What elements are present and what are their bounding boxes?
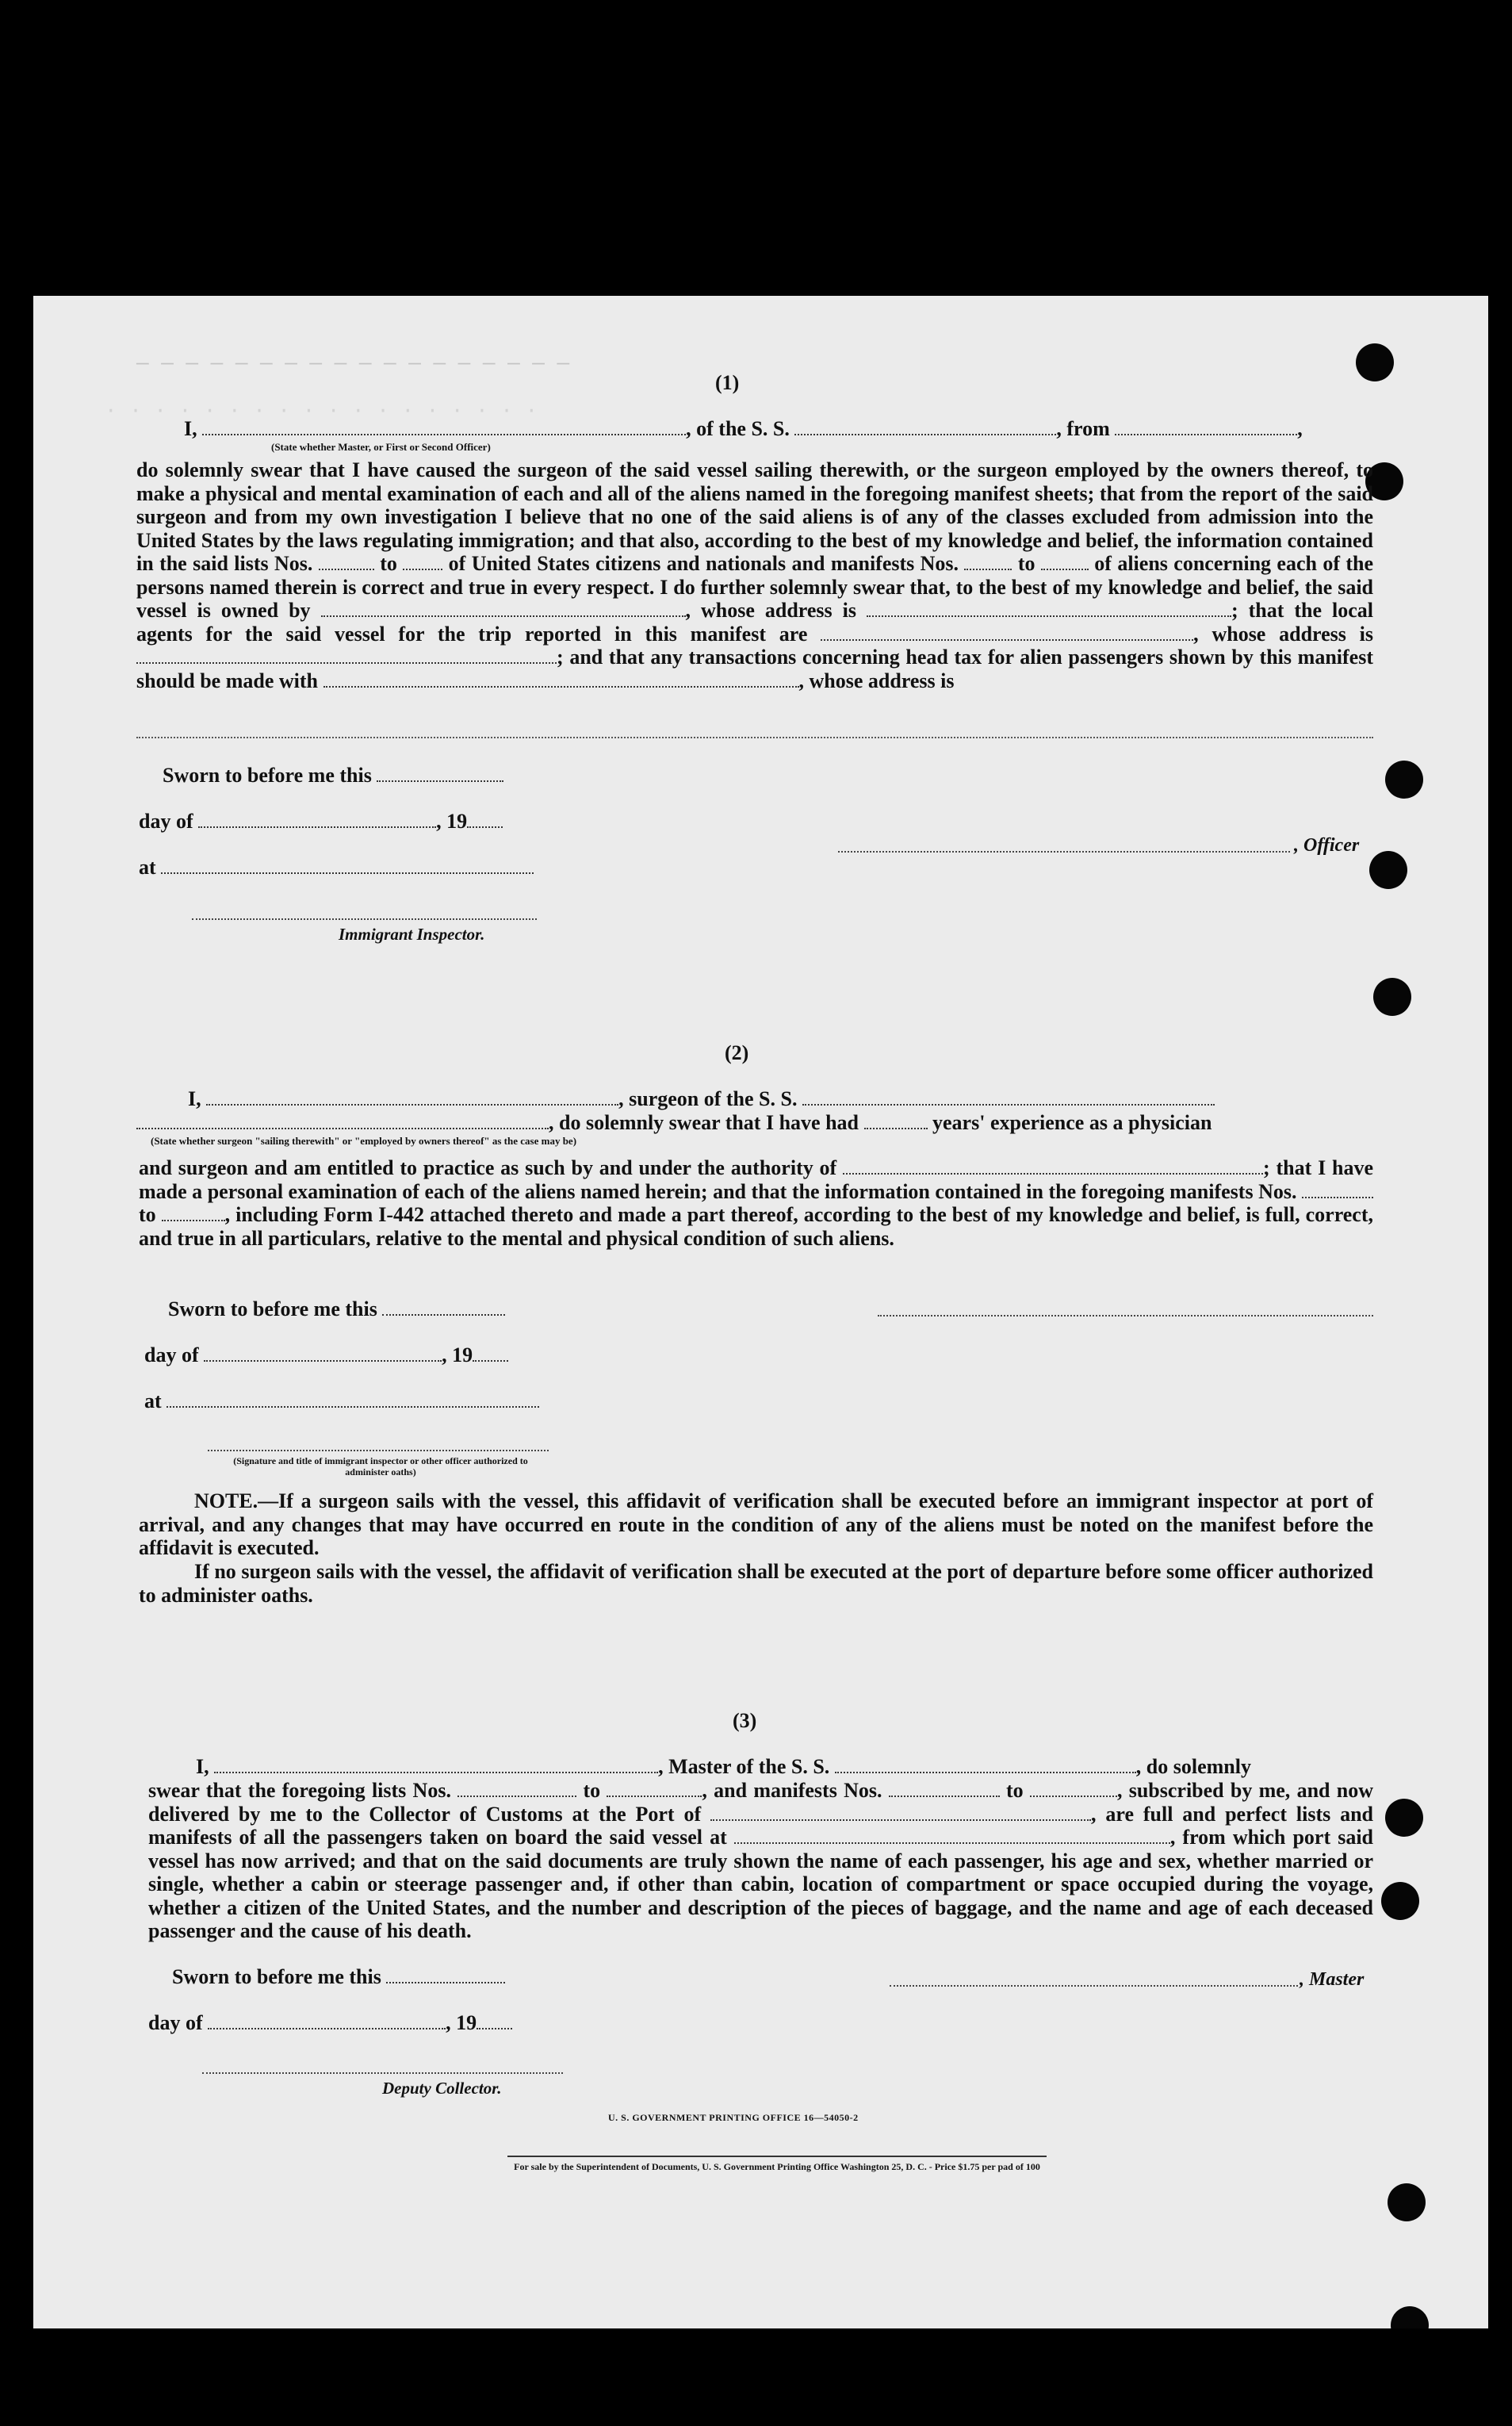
s3-ship-field[interactable] bbox=[835, 1757, 1136, 1773]
address-continuation-line bbox=[136, 737, 1373, 738]
officer-signature-line[interactable] bbox=[838, 851, 1290, 853]
form-sheet bbox=[33, 296, 1488, 2328]
inspector-label: Immigrant Inspector. bbox=[339, 925, 485, 944]
s3-lists-from-field[interactable] bbox=[457, 1781, 576, 1797]
year-field[interactable] bbox=[467, 812, 503, 828]
punch-hole bbox=[1388, 2183, 1426, 2221]
day-of-text: day of , 19 bbox=[139, 810, 503, 834]
section-number: (2) bbox=[725, 1041, 749, 1064]
sworn-day-field[interactable] bbox=[382, 1300, 505, 1316]
place-field[interactable] bbox=[167, 1392, 539, 1408]
punch-hole bbox=[1381, 1882, 1419, 1920]
surgeon-status-note: (State whether surgeon "sailing therewith" or "employed by owners thereof" as the case may be) bbox=[151, 1135, 577, 1147]
officer-rank-note: (State whether Master, or First or Second Officer) bbox=[271, 441, 491, 453]
punch-hole bbox=[1385, 761, 1423, 799]
at-text: at bbox=[139, 856, 534, 880]
year-field[interactable] bbox=[477, 2014, 512, 2029]
day-of-text: day of , 19 bbox=[144, 1343, 508, 1367]
officer-name-field[interactable] bbox=[202, 420, 686, 435]
lists-to-field[interactable] bbox=[403, 554, 442, 570]
signature-note: (Signature and title of immigrant inspector or other officer authorized to administer oaths) bbox=[233, 1455, 528, 1477]
no-surgeon-note: If no surgeon sails with the vessel, the affidavit of verification shall be executed at the port of departure before some officer authorized to administer oaths. bbox=[139, 1560, 1373, 1607]
years-experience-field[interactable] bbox=[864, 1113, 928, 1129]
bleed-through-text: — — — — — — — — — — — — — — — — — — bbox=[136, 351, 570, 375]
sworn-text: Sworn to before me this bbox=[163, 764, 503, 788]
bleed-through-text: · · · · · · · · · · · · · · · · · · bbox=[105, 399, 538, 423]
s3-lists-to-field[interactable] bbox=[607, 1781, 702, 1797]
local-agents-field[interactable] bbox=[821, 625, 1193, 641]
section2-oath: and surgeon and am entitled to practice as such by and under the authority of ; that I have made a personal examination of each of the aliens named herein; and that the information contained in the foregoing manifests Nos. to , including Form I-442 attached thereto and made a part thereof, according to the best of my knowledge and belief, is full, correct, and true in all particulars, relative to the mental and physical condition of such aliens. bbox=[139, 1156, 1374, 1250]
surgeon-status-field[interactable] bbox=[136, 1113, 549, 1129]
surgeon-oath-line: , do solemnly swear that I have had years' experience as a physician bbox=[136, 1111, 1212, 1135]
s3-manifests-to-field[interactable] bbox=[1030, 1781, 1117, 1797]
officer-signature-line[interactable] bbox=[208, 1450, 549, 1451]
punch-hole bbox=[1385, 1799, 1423, 1837]
section3-oath: swear that the foregoing lists Nos. to , and manifests Nos. to , subscribed by me, and now delivered by me to the Collector of Customs at the Port of , are full and perfect lists and manifests of all the passengers taken on board the said vessel at , from which port said vessel has now arrived; and that on the said documents are truly shown the name of each passenger, his age and sex, whether married or single, whether a cabin or steerage passenger and, if other than cabin, location of compartment or space occupied during the voyage, whether a citizen of the United States, and the number and description of the pieces of baggage, and the name and age of each deceased passenger and the cause of his death. bbox=[148, 1779, 1374, 1942]
master-declaration-line: I, , of the S. S. , from , bbox=[184, 417, 1303, 440]
sworn-text: Sworn to before me this bbox=[172, 1965, 505, 1989]
s3-manifests-from-field[interactable] bbox=[889, 1781, 1000, 1797]
master-oath-line: I, , Master of the S. S. , do solemnly bbox=[196, 1755, 1251, 1778]
section-number: (1) bbox=[715, 371, 740, 394]
manifests-to-field[interactable] bbox=[1041, 554, 1089, 570]
day-of-text: day of , 19 bbox=[148, 2011, 512, 2035]
collector-signature-line[interactable] bbox=[202, 2072, 563, 2074]
port-of-arrival-field[interactable] bbox=[710, 1805, 1091, 1821]
punch-hole bbox=[1391, 2306, 1429, 2328]
sworn-text: Sworn to before me this bbox=[168, 1297, 505, 1321]
lists-from-field[interactable] bbox=[319, 554, 374, 570]
ship-name-field[interactable] bbox=[794, 420, 1056, 435]
port-from-field[interactable] bbox=[1115, 420, 1297, 435]
section-number: (3) bbox=[733, 1709, 757, 1732]
at-text: at bbox=[144, 1389, 539, 1413]
authority-field[interactable] bbox=[843, 1159, 1263, 1175]
punch-hole bbox=[1356, 343, 1394, 381]
printing-office-line: U. S. GOVERNMENT PRINTING OFFICE 16—54050-2 bbox=[608, 2112, 859, 2123]
port-of-departure-field[interactable] bbox=[734, 1828, 1170, 1844]
master-signature-line[interactable] bbox=[890, 1985, 1298, 1987]
punch-hole bbox=[1369, 851, 1407, 889]
deputy-collector-label: Deputy Collector. bbox=[382, 2079, 502, 2098]
footer-divider bbox=[507, 2156, 1047, 2157]
manifests-from-field[interactable] bbox=[964, 554, 1012, 570]
sale-notice: For sale by the Superintendent of Documents, U. S. Government Printing Office Washington 25, D. C. - Price $1.75 per pad of 100 bbox=[514, 2161, 1040, 2172]
surgeon-signature-line[interactable] bbox=[878, 1315, 1373, 1316]
month-field[interactable] bbox=[198, 812, 436, 828]
agent-address-field[interactable] bbox=[136, 648, 557, 664]
s2-manifests-to-field[interactable] bbox=[162, 1205, 225, 1221]
month-field[interactable] bbox=[208, 2014, 446, 2029]
punch-hole bbox=[1373, 978, 1411, 1016]
master-label: , Master bbox=[1300, 1969, 1365, 1990]
s2-manifests-from-field[interactable] bbox=[1302, 1182, 1373, 1198]
sworn-day-field[interactable] bbox=[386, 1968, 505, 1983]
officer-label: , Officer bbox=[1294, 835, 1360, 856]
section1-oath: do solemnly swear that I have caused the surgeon of the said vessel sailing therewith, or the surgeon employed by the owners thereof, to make a physical and mental examination of each and all of the aliens named in the foregoing manifest sheets; that from the report of the said surgeon and from my own investigation I believe that no one of the said aliens is of any of the classes excluded from admission into the United States by the laws regulating immigration; and that also, according to the best of my knowledge and belief, the information contained in the said lists Nos. to of United States citizens and nationals and manifests Nos. to of aliens concerning each of the persons named therein is correct and true in every respect. I do further solemnly swear that, to the best of my knowledge and belief, the said vessel is owned by , whose address is ; that the local agents for the said vessel for the trip reported in this manifest are , whose address is ; and that any transactions concerning head tax for alien passengers shown by this manifest should be made with , whose address is bbox=[136, 458, 1374, 692]
surgeon-note: NOTE.—If a surgeon sails with the vessel, this affidavit of verification shall be executed before an immigrant inspector at port of arrival, and any changes that may have occurred en route in the condition of any of the aliens must be noted on the manifest before the affidavit is executed. bbox=[139, 1489, 1373, 1559]
master-name-field[interactable] bbox=[214, 1757, 658, 1773]
inspector-signature-line[interactable] bbox=[192, 918, 537, 920]
place-field[interactable] bbox=[161, 858, 534, 874]
owner-address-field[interactable] bbox=[867, 601, 1231, 617]
year-field[interactable] bbox=[473, 1346, 508, 1362]
surgeon-ship-field[interactable] bbox=[802, 1090, 1215, 1106]
head-tax-contact-field[interactable] bbox=[323, 672, 799, 688]
surgeon-name-field[interactable] bbox=[206, 1090, 618, 1106]
sworn-day-field[interactable] bbox=[377, 766, 503, 782]
owner-field[interactable] bbox=[321, 601, 686, 617]
surgeon-declaration-line: I, , surgeon of the S. S. bbox=[188, 1087, 1215, 1111]
month-field[interactable] bbox=[204, 1346, 442, 1362]
